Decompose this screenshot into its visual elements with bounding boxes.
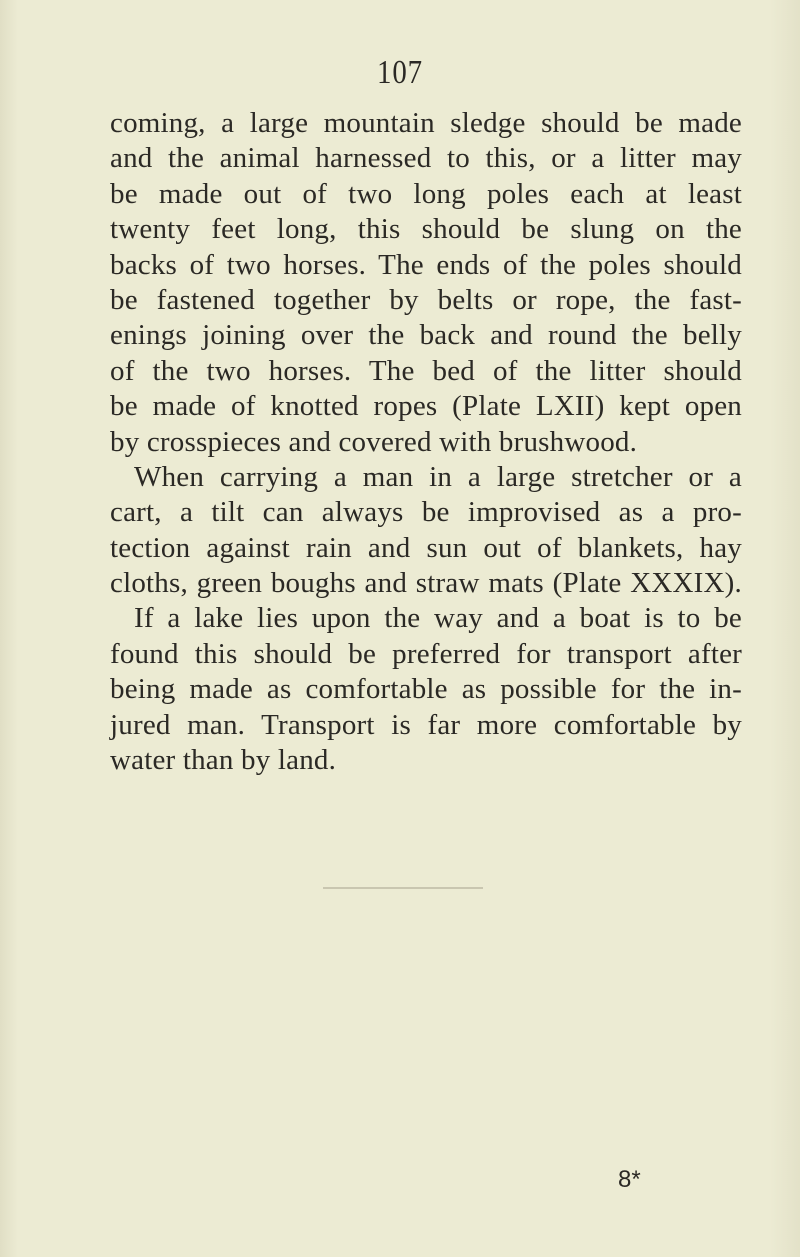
text-line: If a lake lies upon the way and a boat is to be	[134, 602, 742, 635]
page-number: 107	[377, 54, 423, 91]
divider-rule	[323, 887, 483, 889]
text-line: of the two horses. The bed of the litter should	[110, 354, 742, 387]
text-line: cloths, green boughs and straw mats (Plate XXXIX).	[110, 567, 742, 600]
text-line: be made out of two long poles each at least	[110, 177, 742, 210]
text-line: tection against rain and sun out of blankets, hay	[110, 531, 742, 564]
text-line: twenty feet long, this should be slung on the	[110, 213, 742, 246]
text-line: jured man. Transport is far more comfortable by	[110, 708, 742, 741]
text-line: coming, a large mountain sledge should be made	[110, 107, 742, 139]
text-line: backs of two horses. The ends of the poles should	[110, 248, 742, 281]
text-line: and the animal harnessed to this, or a litter may	[110, 142, 742, 175]
printer-signature: 8*	[618, 1166, 641, 1193]
text-line: cart, a tilt can always be improvised as a pro-	[110, 496, 742, 529]
text-line: being made as comfortable as possible for the in-	[110, 673, 742, 706]
text-line: by crosspieces and covered with brushwood.	[110, 425, 638, 458]
text-line: When carrying a man in a large stretcher or a	[134, 460, 742, 493]
text-line: water than by land.	[110, 744, 337, 777]
text-line: be fastened together by belts or rope, the fast-	[110, 283, 742, 316]
body-text	[110, 106, 742, 778]
text-line: enings joining over the back and round the belly	[110, 319, 742, 352]
text-line: found this should be preferred for transport after	[110, 637, 742, 670]
text-line: be made of knotted ropes (Plate LXII) kept open	[110, 390, 742, 423]
